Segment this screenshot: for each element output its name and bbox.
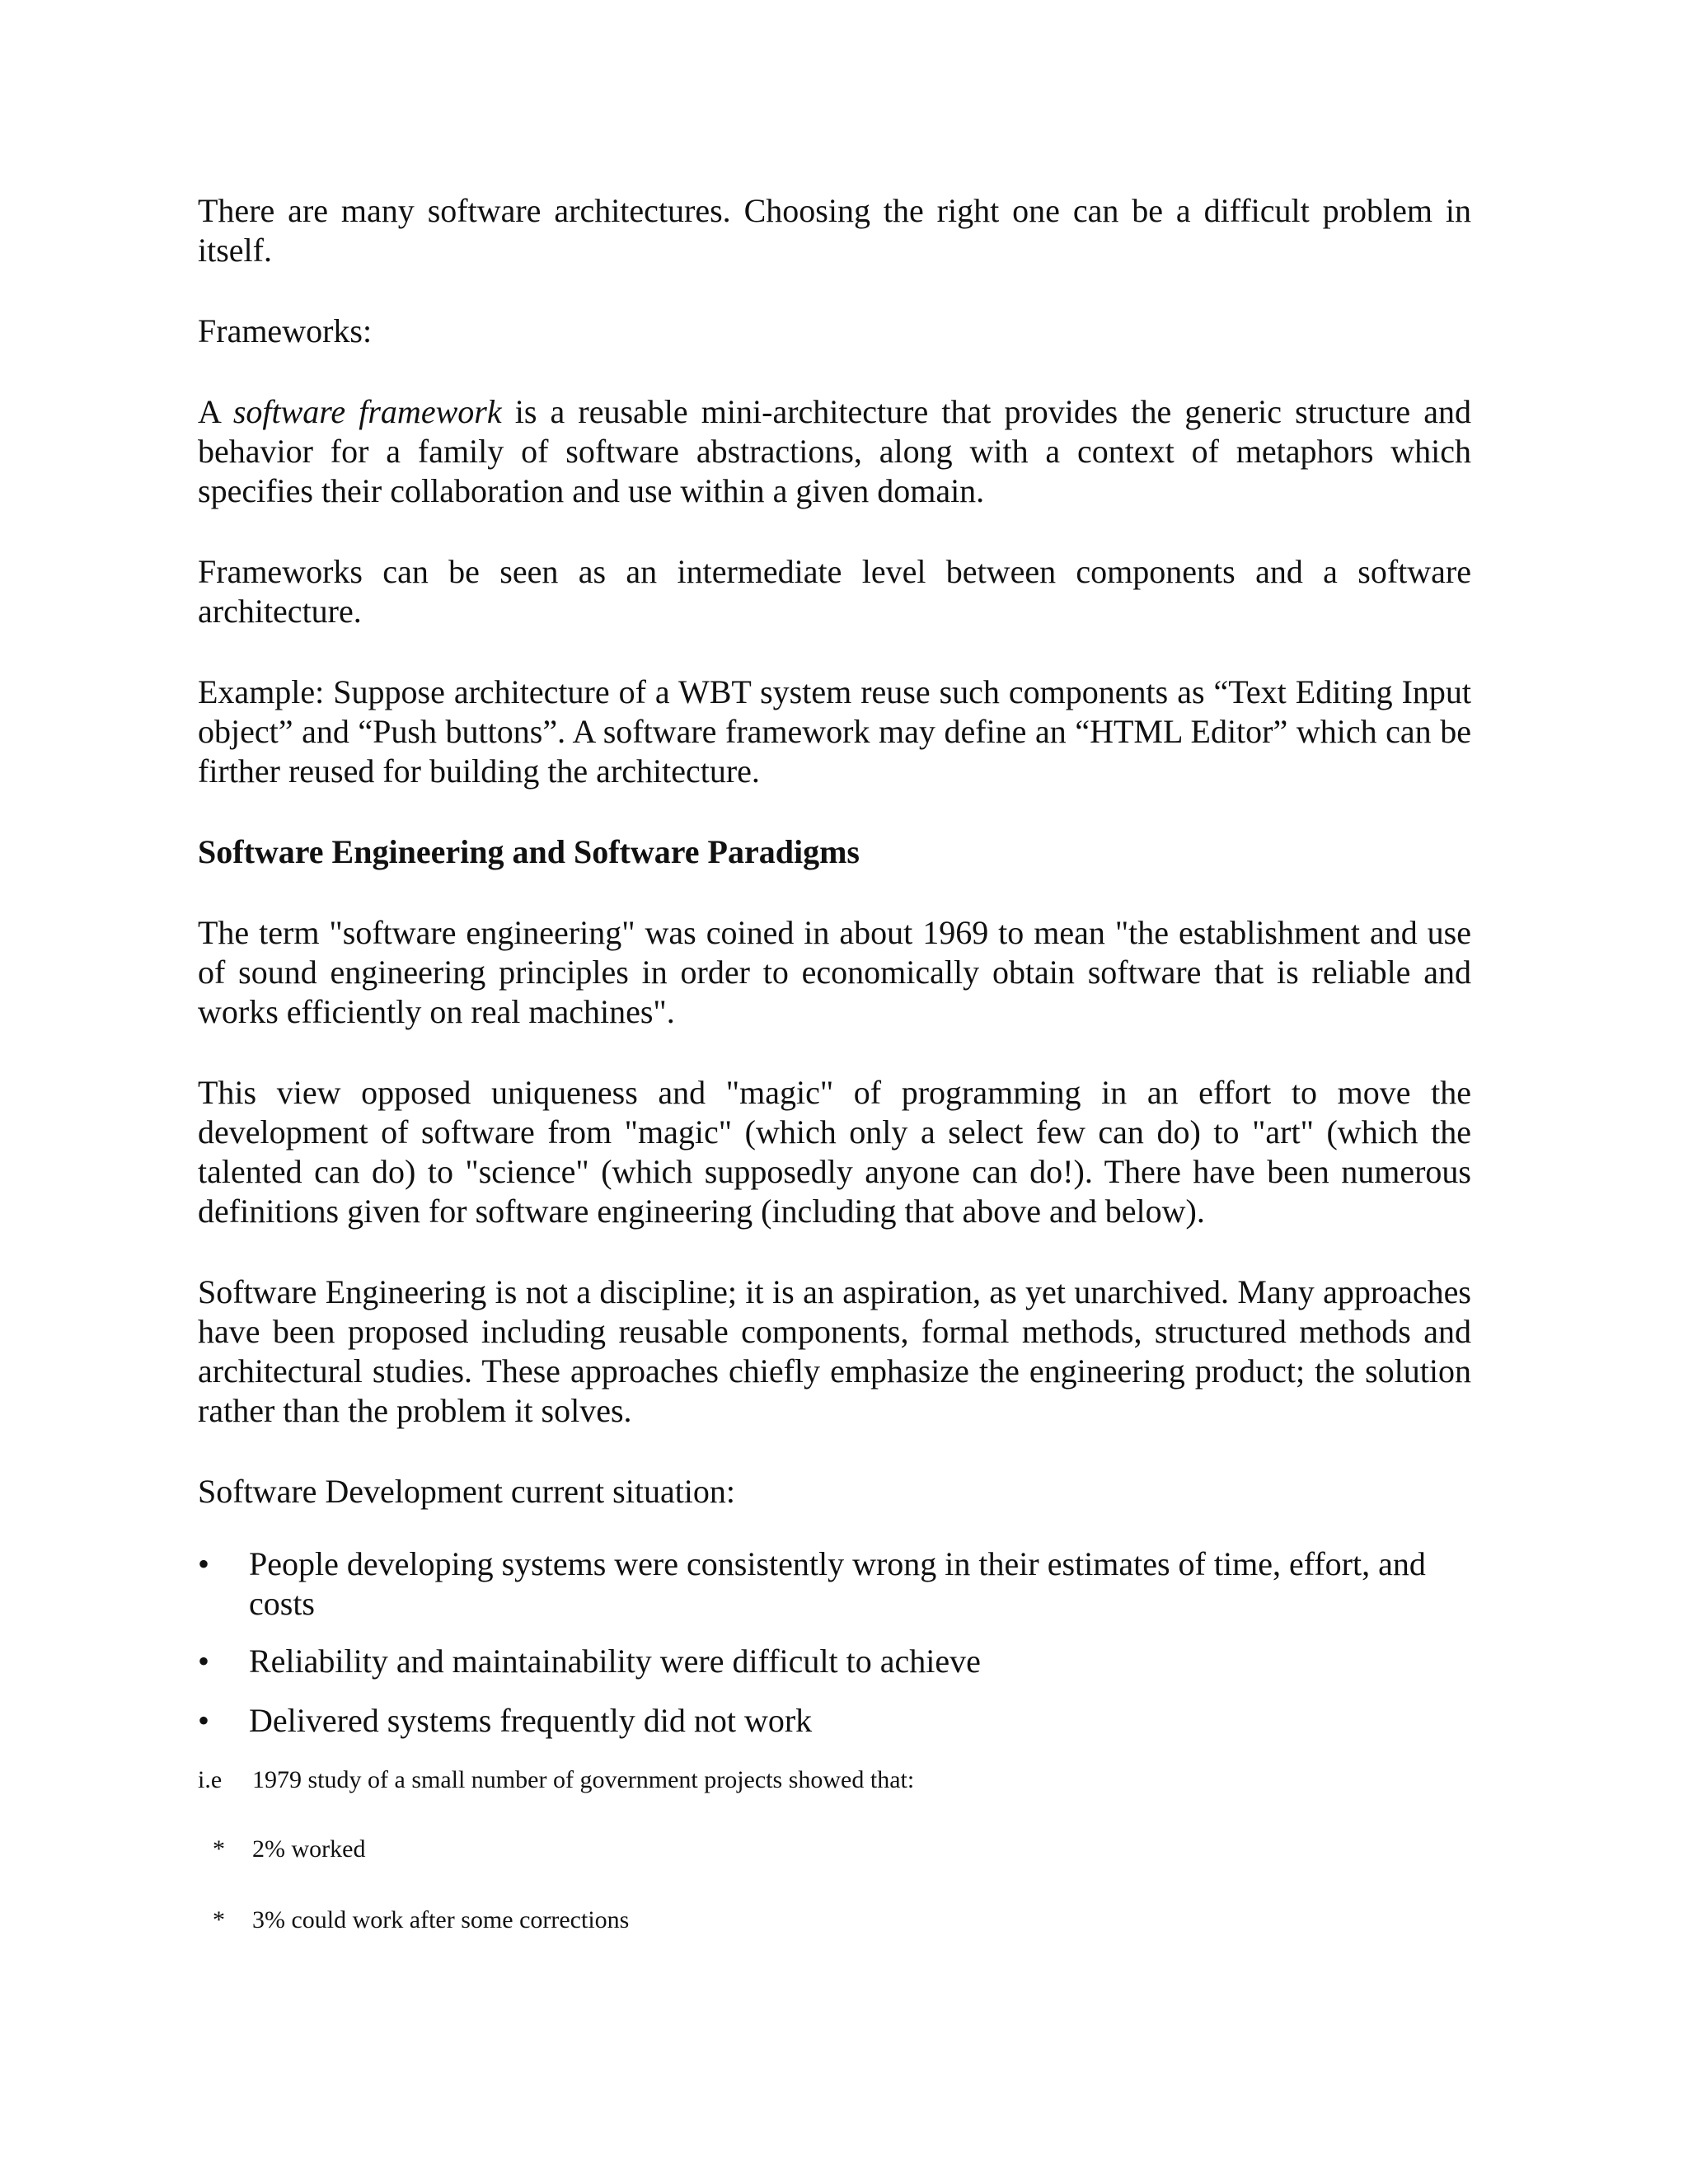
star-text: 3% could work after some corrections (252, 1906, 630, 1933)
paragraph-view-opposed: This view opposed uniqueness and "magic" of programming in an effort to move the development of software from "magic" (which only a select few can do) to "art" (which the talented can do) to "science" (which supposedly anyone can do!). There have been numerous definitions given for software engineering (including that above and below). (198, 1074, 1471, 1230)
paragraph-architectures: There are many software architectures. Choosing the right one can be a difficult problem in itself. (198, 192, 1471, 269)
paragraph-term-definition: The term "software engineering" was coined in about 1969 to mean "the establishment and use of sound engineering principles in order to economically obtain software that is reliable and works efficiently on real machines". (198, 914, 1471, 1030)
bullet-text: Reliability and maintainability were difficult to achieve (249, 1643, 981, 1680)
definition-term: software framework (232, 393, 502, 430)
list-item (198, 1544, 1471, 1624)
paragraph-framework-definition (198, 392, 1471, 511)
bullet-text: Delivered systems frequently did not work (249, 1702, 813, 1739)
bullet-icon: • (198, 1702, 210, 1739)
definition-rest: is a reusable mini-architecture that provides the generic structure and behavior for a family of software abstractions, along with a context of metaphors which specifies their collaboration and use within a given domain. (198, 393, 1471, 509)
bullet-icon: • (198, 1643, 210, 1680)
paragraph-frameworks-label: Frameworks: (198, 312, 373, 349)
list-item (198, 1835, 1471, 1864)
paragraph-current-situation: Software Development current situation: (198, 1473, 736, 1510)
ie-label: i.e (198, 1766, 223, 1793)
section-heading: Software Engineering and Software Paradigms (198, 833, 860, 870)
list-item (198, 1701, 1471, 1741)
bullet-list (198, 1544, 1471, 1741)
definition-prefix: A (198, 393, 233, 430)
paragraph-example: Example: Suppose architecture of a WBT system reuse such components as “Text Editing Input object” and “Push buttons”. A software framework may define an “HTML Editor” which can be firther reused for building the architecture. (198, 673, 1471, 790)
asterisk-icon: * (213, 1906, 225, 1933)
bullet-icon: • (198, 1545, 210, 1582)
ie-text: 1979 study of a small number of government projects showed that: (252, 1766, 915, 1793)
list-item (198, 1905, 1471, 1935)
study-note (198, 1765, 1471, 1795)
paragraph-not-a-discipline: Software Engineering is not a discipline; it is an aspiration, as yet unarchived. Many approaches have been proposed including reusable components, formal methods, structured methods and architectural studies. These approaches chiefly emphasize the engineering product; the solution rather than the problem it solves. (198, 1273, 1471, 1429)
list-item (198, 1642, 1471, 1681)
asterisk-icon: * (213, 1835, 225, 1863)
bullet-text: People developing systems were consistently wrong in their estimates of time, effort, and costs (249, 1545, 1426, 1622)
paragraph-intermediate-level: Frameworks can be seen as an intermediate level between components and a software architecture. (198, 553, 1471, 630)
star-text: 2% worked (252, 1835, 366, 1863)
document-page (198, 191, 1471, 1935)
